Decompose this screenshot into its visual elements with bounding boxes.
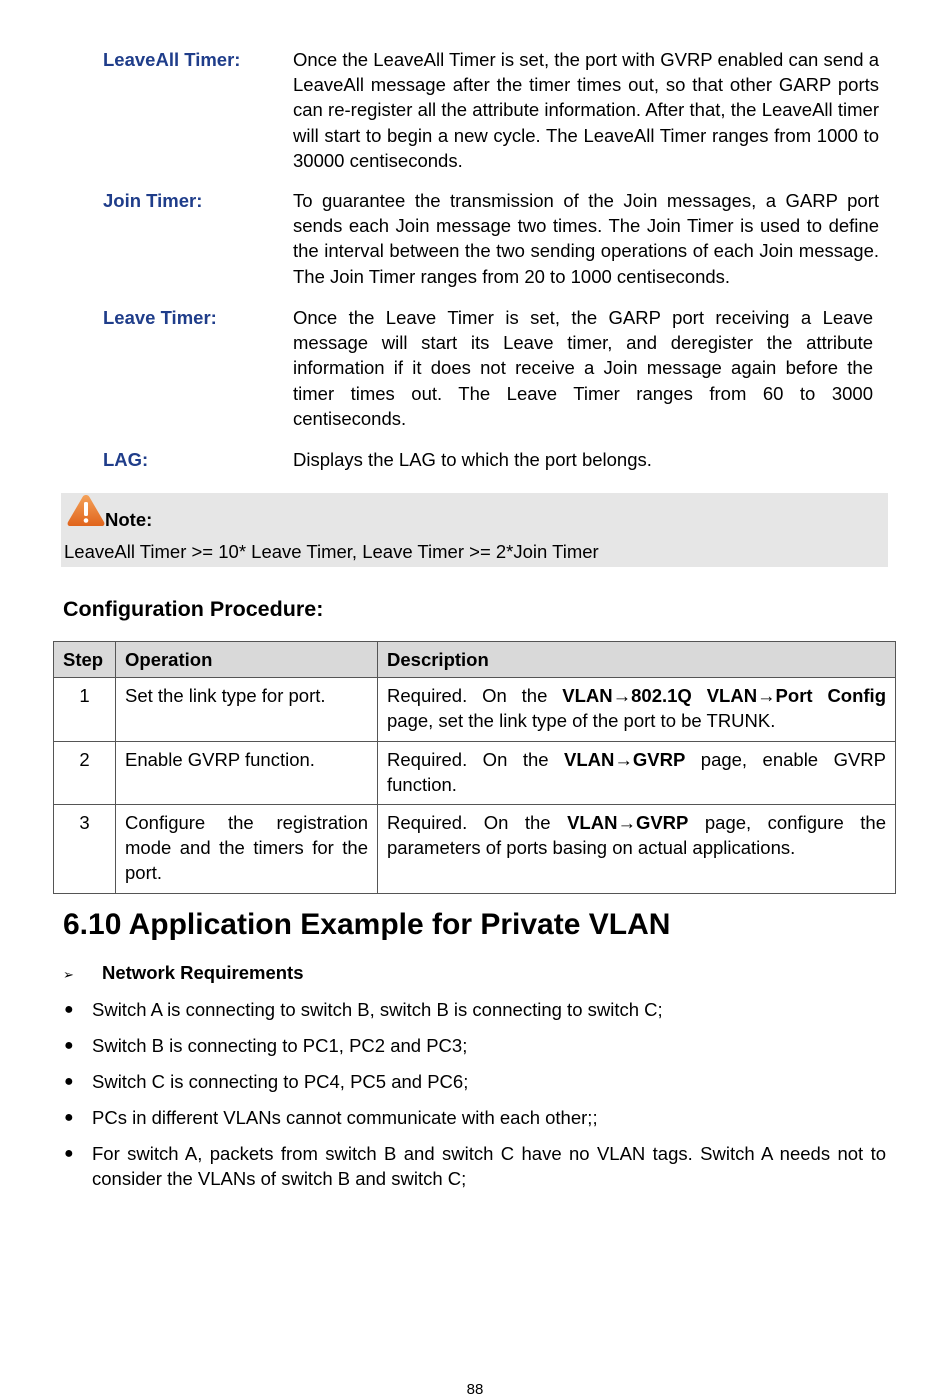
note-text: LeaveAll Timer >= 10* Leave Timer, Leave Timer >= 2*Join Timer <box>64 541 599 562</box>
step-number: 3 <box>54 805 116 894</box>
bullet-icon: ● <box>64 1073 74 1090</box>
bullet-icon: ● <box>64 1145 74 1162</box>
definition-description: Displays the LAG to which the port belongs. <box>293 449 652 470</box>
section-title: 6.10 Application Example for Private VLAN <box>63 908 671 941</box>
bullet-icon: ● <box>64 1001 74 1018</box>
definition-description: Once the LeaveAll Timer is set, the port with GVRP enabled can send a LeaveAll message after the timer times out, so that other GARP ports can re-register all the attribute information. After that, the LeaveAll timer will start to begin a new cycle. The LeaveAll Timer ranges from 1000 to 30000 centiseconds. <box>293 49 879 171</box>
menu-path: VLAN→802.1Q VLAN→Port Config <box>562 685 887 707</box>
arrow-bullet-icon: ➢ <box>63 967 74 982</box>
table-header-row <box>54 642 896 678</box>
definition-description: Once the Leave Timer is set, the GARP port receiving a Leave message will start its Leave timer, and deregister the attribute information if it does not receive a Join message again before the timer times out. The Leave Timer ranges from 60 to 3000 centiseconds. <box>293 307 873 429</box>
description-text: page, configure the parameters of ports basing on actual applications. <box>387 812 886 859</box>
subheading-text: Network Requirements <box>102 962 304 983</box>
definition-term: Join Timer: <box>103 190 203 211</box>
table-row <box>54 678 896 741</box>
step-operation: Configure the registration mode and the timers for the port. <box>116 805 378 894</box>
list-item-text: PCs in different VLANs cannot communicate with each other;; <box>92 1107 598 1128</box>
step-description <box>378 741 896 804</box>
definition-description: To guarantee the transmission of the Join messages, a GARP port sends each Join message two times. The Join Timer is used to define the interval between the two sending operations of each Join message. The Join Timer ranges from 20 to 1000 centiseconds. <box>293 190 879 287</box>
list-item <box>63 997 886 1022</box>
list-item <box>63 1105 886 1130</box>
subheading <box>63 962 304 984</box>
description-text: Required. On the <box>387 685 563 707</box>
step-operation: Enable GVRP function. <box>116 741 378 804</box>
column-header-description: Description <box>378 642 896 678</box>
configuration-heading: Configuration Procedure: <box>63 597 324 621</box>
list-item-text: Switch A is connecting to switch B, switch B is connecting to switch C; <box>92 999 663 1020</box>
warning-icon <box>66 493 106 527</box>
menu-path: VLAN→GVRP <box>567 812 689 834</box>
list-item <box>63 1069 886 1094</box>
step-number: 2 <box>54 741 116 804</box>
list-item-text: Switch C is connecting to PC4, PC5 and PC6; <box>92 1071 469 1092</box>
description-text: page, enable GVRP function. <box>387 748 886 795</box>
bullet-icon: ● <box>64 1109 74 1126</box>
bullet-icon: ● <box>64 1037 74 1054</box>
requirements-list <box>63 997 893 1202</box>
table-row <box>54 805 896 894</box>
configuration-table <box>53 641 896 894</box>
definition-term: LeaveAll Timer: <box>103 49 241 70</box>
definition-term: LAG: <box>103 449 149 470</box>
column-header-step: Step <box>54 642 116 678</box>
list-item-text: For switch A, packets from switch B and switch C have no VLAN tags. Switch A needs not to consider the VLANs of switch B and switch C; <box>92 1143 886 1189</box>
note-box <box>61 493 888 567</box>
list-item <box>63 1033 886 1058</box>
step-operation: Set the link type for port. <box>116 678 378 741</box>
list-item-text: Switch B is connecting to PC1, PC2 and PC3; <box>92 1035 468 1056</box>
menu-path: VLAN→GVRP <box>564 748 686 770</box>
step-description <box>378 678 896 741</box>
definition-term: Leave Timer: <box>103 307 217 328</box>
page-number: 88 <box>466 1381 484 1398</box>
list-item <box>63 1141 886 1191</box>
description-text: Required. On the <box>387 812 568 834</box>
note-title: Note: <box>105 509 153 530</box>
column-header-operation: Operation <box>116 642 378 678</box>
description-text: page, set the link type of the port to be TRUNK. <box>387 710 776 732</box>
description-text: Required. On the <box>387 748 565 770</box>
step-description <box>378 805 896 894</box>
step-number: 1 <box>54 678 116 741</box>
table-row <box>54 741 896 804</box>
